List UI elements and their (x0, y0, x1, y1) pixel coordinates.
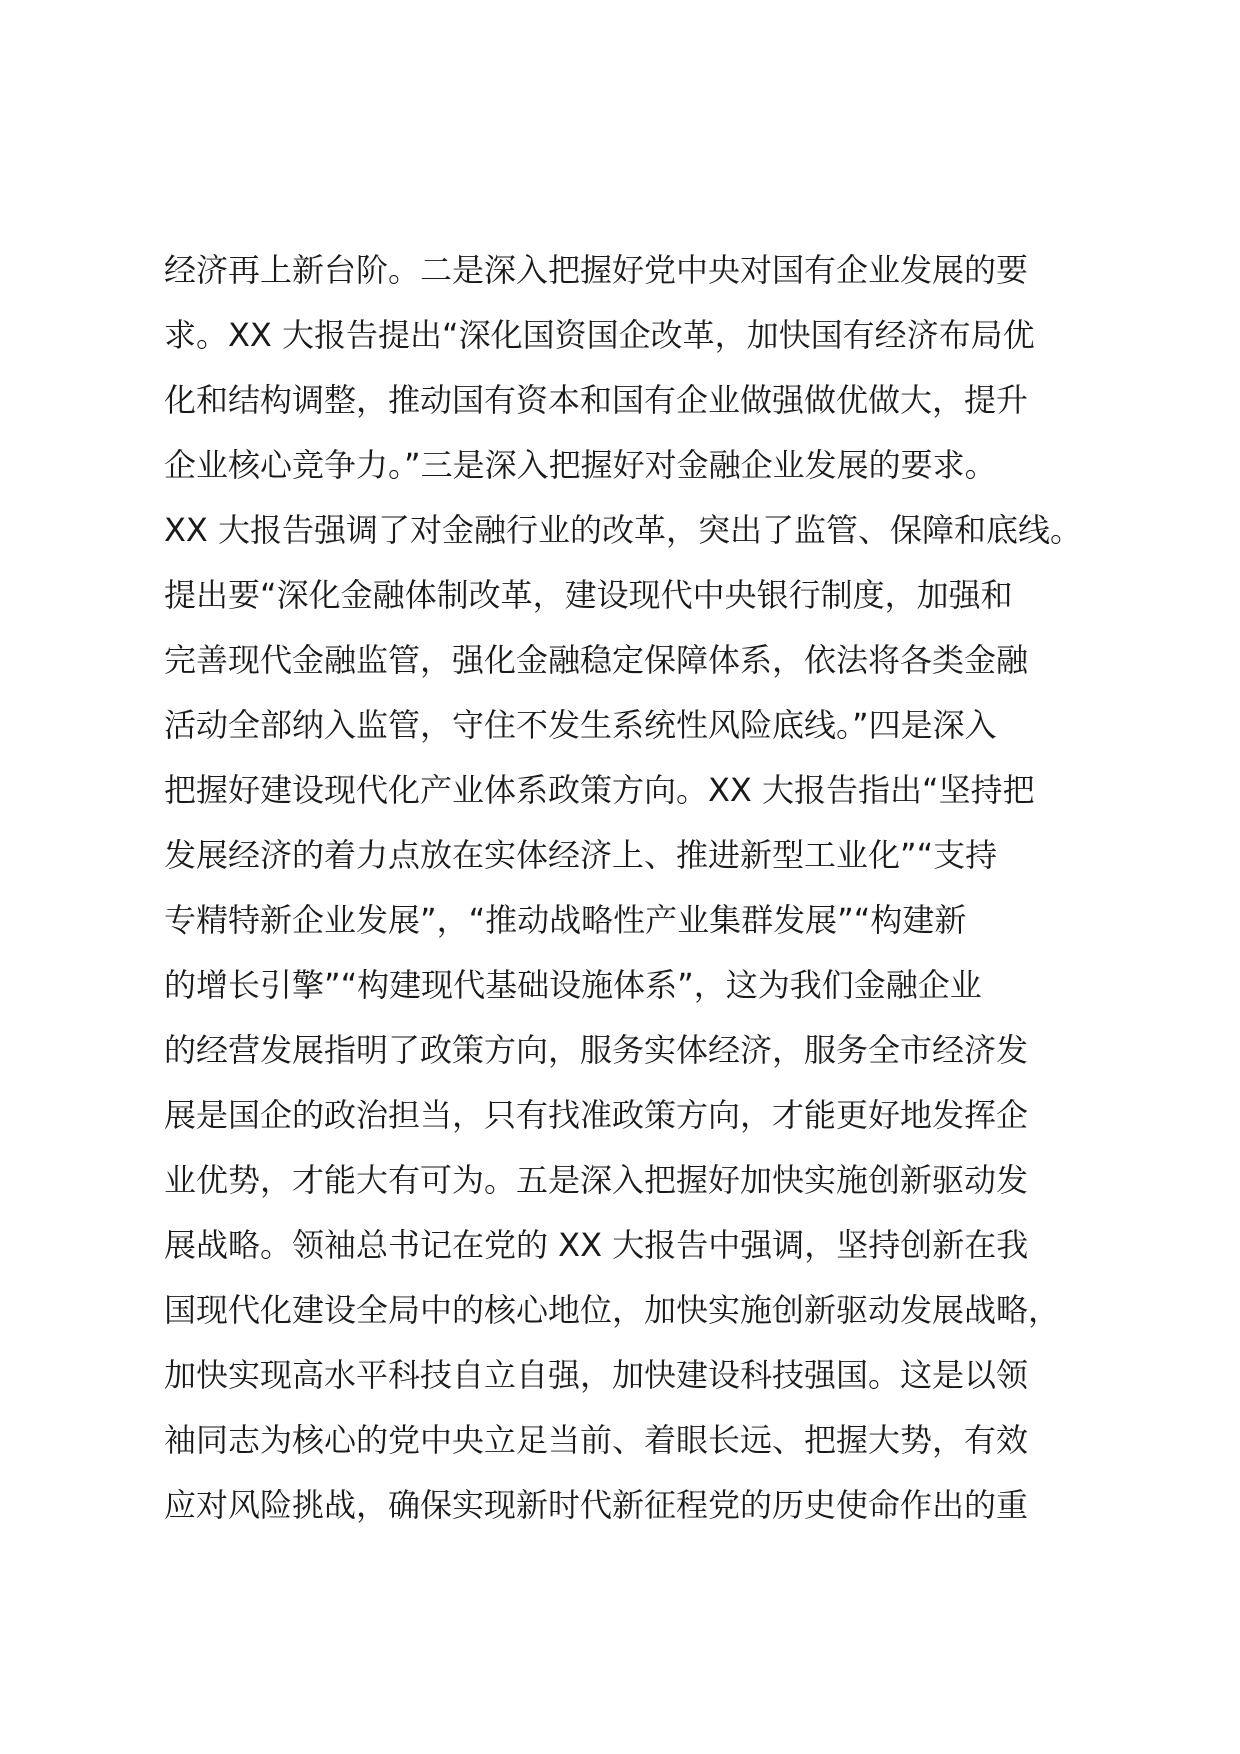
text-line: 的经营发展指明了政策方向，服务实体经济，服务全市经济发 (164, 1031, 1029, 1069)
text-line: 完善现代金融监管，强化金融稳定保障体系，依法将各类金融 (164, 641, 1029, 679)
text-line: 的增长引擎”“构建现代基础设施体系”，这为我们金融企业 (164, 966, 982, 1004)
body-paragraph (164, 238, 1094, 1538)
text-line: 国现代化建设全局中的核心地位，加快实施创新驱动发展战略， (164, 1291, 1061, 1329)
text-line: 加快实现高水平科技自立自强，加快建设科技强国。这是以领 (164, 1356, 1029, 1394)
text-line: 展战略。领袖总书记在党的 XX 大报告中强调，坚持创新在我 (164, 1226, 1029, 1264)
text-line: 提出要“深化金融体制改革，建设现代中央银行制度，加强和 (164, 576, 1013, 614)
text-line: 业优势，才能大有可为。五是深入把握好加快实施创新驱动发 (164, 1161, 1029, 1199)
text-line: 专精特新企业发展”，“推动战略性产业集群发展”“构建新 (164, 901, 967, 939)
text-line: 应对风险挑战，确保实现新时代新征程党的历史使命作出的重 (164, 1486, 1029, 1524)
text-line: 化和结构调整，推动国有资本和国有企业做强做优做大，提升 (164, 381, 1029, 419)
text-line: 求。XX 大报告提出“深化国资国企改革，加快国有经济布局优 (164, 316, 1035, 354)
text-line: XX 大报告强调了对金融行业的改革，突出了监管、保障和底线。 (164, 511, 1083, 549)
text-line: 企业核心竞争力。”三是深入把握好对金融企业发展的要求。 (164, 446, 997, 484)
text-line: 袖同志为核心的党中央立足当前、着眼长远、把握大势，有效 (164, 1421, 1029, 1459)
text-line: 发展经济的着力点放在实体经济上、推进新型工业化”“支持 (164, 836, 998, 874)
text-line: 展是国企的政治担当，只有找准政策方向，才能更好地发挥企 (164, 1096, 1029, 1134)
text-line: 经济再上新台阶。二是深入把握好党中央对国有企业发展的要 (164, 251, 1029, 289)
text-line: 把握好建设现代化产业体系政策方向。XX 大报告指出“坚持把 (164, 771, 1035, 809)
text-line: 活动全部纳入监管，守住不发生系统性风险底线。”四是深入 (164, 706, 997, 744)
